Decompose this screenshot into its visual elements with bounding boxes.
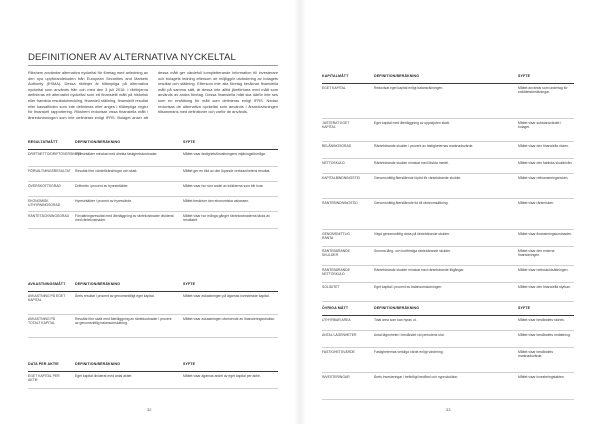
page-right [300, 0, 600, 424]
purpose: Måttet visar ränterisken. [518, 201, 555, 205]
table-resultat [28, 140, 278, 229]
definition: Resultat före skatt med återläggning av räntekostnader i procent av genomsnittlig balansomslutning. [75, 317, 172, 326]
definition: Driftnetto i procent av hyresintäkter. [75, 184, 129, 188]
purpose-header: SYFTE [183, 140, 196, 144]
purpose: Måttet visar den externa finansieringen. [518, 249, 555, 258]
purpose: Måttet visar ägarnas andel av eget kapital per aktie. [183, 374, 261, 378]
term: GENOMSNITTLIG RÄNTA [322, 232, 351, 241]
table-row [322, 142, 574, 159]
table-row [322, 331, 574, 348]
table-row [322, 373, 574, 400]
table-row [322, 84, 574, 119]
section-heading: DATA PER AKTIE [28, 362, 59, 366]
definition: Genomsnittlig återstående löptid för räntebärande skulder. [374, 176, 462, 180]
purpose: Måttet beskriver den ekonomiska vakansen. [183, 199, 250, 203]
definition-header: DEFINITION/BERÄKNING [75, 140, 121, 144]
table-row [322, 159, 574, 174]
term: EGET KAPITAL [322, 86, 346, 90]
term: RÄNTEBINDNINGSTID [322, 201, 358, 205]
term: EGET KAPITAL PER AKTIE [28, 374, 60, 383]
purpose-header: SYFTE [183, 362, 196, 366]
term: DRIFTNETTO/DRIFTÖVERSKOTT [28, 152, 82, 156]
table-data-per-aktie [28, 362, 278, 389]
definition-header: DEFINITION/BERÄKNING [75, 282, 121, 286]
term: AVKASTNING PÅ EGET KAPITAL [28, 294, 66, 303]
title-divider [28, 65, 278, 66]
table-row [28, 197, 278, 212]
table-kapital [322, 74, 574, 302]
term: JUSTERAT EGET KAPITAL [322, 121, 350, 130]
definition: Förvaltningsresultat med återläggning av räntekostnader dividerat med räntekostnader. [75, 214, 174, 223]
definition: Årets investeringar i befintligt bestånd och nyproduktion. [374, 375, 459, 379]
table-row [322, 283, 574, 302]
definition: Redovisat eget kapital enligt balansräkningen. [374, 86, 444, 90]
table-row [28, 372, 278, 389]
definition: Resultat före värdeförändringar och skatt. [75, 169, 138, 173]
term: ANTAL LÄGENHETER [322, 333, 357, 337]
intro-text: Rikshem använder alternativa nyckeltal för företag med anledning av den nya uppförandekoden från European Securities and Markets Authority (ESMA). Dessa riktlinjer är tillämpliga på alternativa nyckeltal som används från och med den 3 juli 2016. I riktlinjerna definieras ett alternativt nyckeltal som ett finansiellt mått på historisk eller framtida resultatutveckling, finansiell ställning, finansiellt resultat eller kassaflöden som inte definieras eller anges i tillämpliga regler för finansiell rapportering. Rikshem redovisar vissa finansiella mått i årsredovisningen som inte definieras enligt IFRS. Bolaget anser att dessa mått ger värdefull kompletterande information till investerare och bolagets ledning eftersom de möjliggör utvärdering av bolagets resultat och ställning. Eftersom inte alla företag beräknar finansiella mått på samma sätt, är dessa inte alltid jämförbara med mått som används av andra företag. Dessa finansiella mått ska därför inte ses som en ersättning för mått som definieras enligt IFRS. Nedan redovisas de alternativa nyckeltal som används i årsredovisningen tillsammans med definitioner och varför de används. [28, 70, 278, 120]
term: SOLIDITET [322, 285, 340, 289]
purpose: Måttet visar finansieringskostnaden. [518, 232, 573, 236]
table-row [28, 292, 278, 315]
definition: Total area som kan hyras ut. [374, 318, 417, 322]
section-heading: ÖVRIGA MÅTT [322, 306, 349, 310]
table-row [322, 348, 574, 373]
definition: Genomsnittlig återstående tid till ränteomsättning. [374, 201, 449, 205]
table-row [322, 199, 574, 230]
purpose: Måttet visar den finansiella risken. [518, 144, 570, 148]
table-ovriga [322, 306, 574, 400]
purpose: Måttet visar beståndets omfattning. [518, 333, 571, 337]
section-heading: RESULTATMÅTT [28, 140, 58, 144]
purpose: Måttet visar hur många gånger räntekostnaderna täcks av resultatet. [183, 214, 270, 223]
page-number: 33 [446, 407, 451, 412]
purpose-header: SYFTE [183, 282, 196, 286]
table-row [322, 316, 574, 331]
section-heading: AVKASTNINGSMÅTT [28, 282, 66, 286]
page-number: 32 [147, 407, 152, 412]
term: KAPITALBINDNINGSTID [322, 176, 360, 180]
term: INVESTERINGAR [322, 375, 350, 379]
definition-header: DEFINITION/BERÄKNING [75, 362, 121, 366]
table-row [28, 212, 278, 229]
purpose: Måttet visar den finansiella styrkan. [518, 285, 571, 289]
purpose: Måttet visar refinansieringsrisken. [518, 176, 569, 180]
purpose: Måttet visar beståndets marknadsvärde. [518, 350, 554, 359]
definition: Fastigheternas verkliga värde enligt värdering. [374, 350, 444, 354]
purpose: Måttet visar avkastningen på ägarnas investerade kapital. [183, 294, 270, 298]
term: FASTIGHETSVÄRDE [322, 350, 355, 354]
term: RÄNTEBÄRANDE NETTOSKULD [322, 268, 350, 277]
purpose: Måttet visar substansvärdet i bolaget. [518, 121, 562, 130]
purpose: Måttet visar avkastningen oberoende av finansieringsstruktur. [183, 317, 276, 321]
term: RÄNTEBÄRANDE SKULDER [322, 249, 350, 258]
purpose: Måttet visar fastighetsförvaltningens intjäningsförmåga. [183, 152, 266, 156]
term: EKONOMISK UTHYRNINGSGRAD [28, 199, 61, 208]
table-row [28, 167, 278, 182]
table-header [28, 362, 278, 372]
purpose: Måttet visar hur stor andel av intäkterna som blir kvar. [183, 184, 264, 188]
definition: Räntebärande skulder i procent av fastigheternas marknadsvärde. [374, 144, 474, 148]
purpose: Måttet visar beståndets storlek. [518, 318, 565, 322]
purpose: Måttet visar investeringstakten. [518, 375, 565, 379]
definition: Räntebärande skulder minskat med likvida medel. [374, 161, 450, 165]
table-row [28, 182, 278, 197]
definition-header: DEFINITION/BERÄKNING [374, 306, 420, 310]
term: UTHYRBAR AREA [322, 318, 351, 322]
term: AVKASTNING PÅ TOTALT KAPITAL [28, 317, 56, 326]
table-row [322, 247, 574, 266]
purpose-header: SYFTE [518, 74, 531, 78]
definition: Vägd genomsnittlig ränta på räntebärande skulder. [374, 232, 450, 236]
table-row [322, 119, 574, 142]
table-row [322, 230, 574, 247]
definition: Hyresintäkter i procent av hyresvärde. [75, 199, 133, 203]
term: ÖVERSKOTTSGRAD [28, 184, 61, 188]
table-row [322, 266, 574, 283]
definition: Eget kapital i procent av balansomslutningen. [374, 285, 443, 289]
purpose: Måttet ger en bild av den löpande verksamhetens resultat. [183, 169, 271, 173]
table-header [322, 306, 574, 316]
section-heading: KAPITALMÅTT [322, 74, 349, 78]
page-title: DEFINITIONER AV ALTERNATIVA NYCKELTAL [28, 52, 236, 63]
definition: Årets resultat i procent av genomsnittligt eget kapital. [75, 294, 155, 298]
purpose: Måttet används som underlag för soliditetsberäkningar. [518, 86, 568, 95]
purpose: Måttet visar den faktiska skuldnivån. [518, 161, 573, 165]
table-header [28, 282, 278, 292]
purpose-header: SYFTE [518, 306, 531, 310]
definition: Summa lång- och kortfristiga räntebärande skulder. [374, 249, 451, 253]
definition-header: DEFINITION/BERÄKNING [374, 74, 420, 78]
definition: Eget kapital med återläggning av uppskjuten skatt. [374, 121, 450, 125]
table-row [28, 315, 278, 338]
definition: Antal lägenheter i beståndet vid periodens slut. [374, 333, 445, 337]
term: BELÅNINGSGRAD [322, 144, 352, 148]
table-row [322, 174, 574, 199]
definition: Hyresintäkter minskat med direkta fastighetskostnader. [75, 152, 158, 156]
term: NETTOSKULD [322, 161, 345, 165]
definition: Räntebärande skulder minskat med räntebärande tillgångar. [374, 268, 465, 272]
table-avkastning [28, 282, 278, 338]
table-header [28, 140, 278, 150]
table-header [322, 74, 574, 84]
term: RÄNTETÄCKNINGSGRAD [28, 214, 70, 218]
term: FÖRVALTNINGSRESULTAT [28, 169, 71, 173]
table-row [28, 150, 278, 167]
definition: Eget kapital dividerat med antal aktier. [75, 374, 133, 378]
purpose: Måttet visar nettoskuldsättningen. [518, 268, 569, 272]
